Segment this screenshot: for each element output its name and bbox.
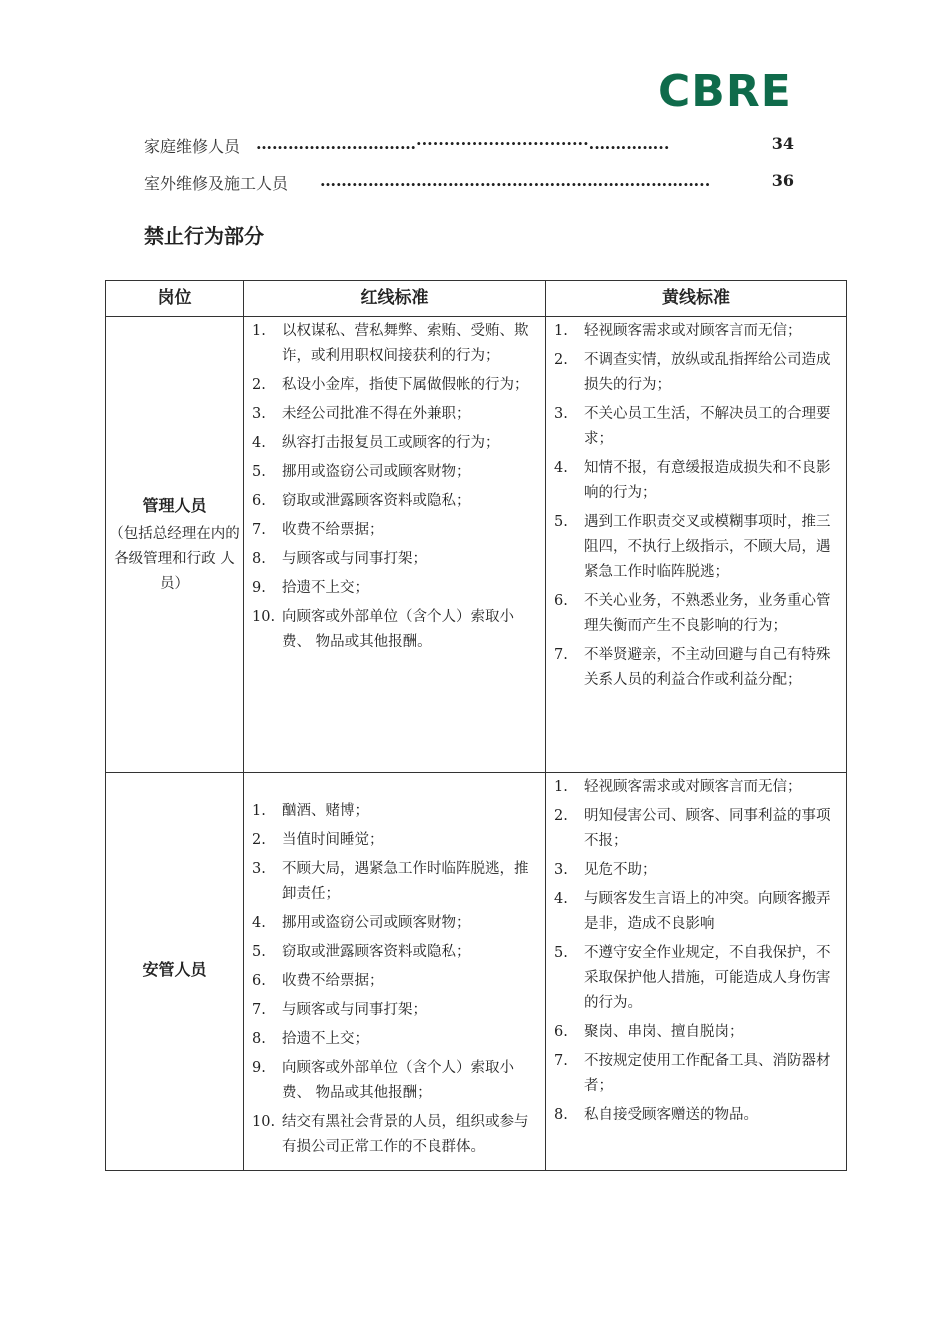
list-item — [554, 804, 842, 854]
list-item — [554, 319, 842, 344]
list-item — [252, 911, 541, 936]
item-number: 4. — [554, 460, 568, 476]
item-text: 私设小金库，指使下属做假帐的行为； — [282, 377, 529, 393]
list-item — [554, 858, 842, 883]
item-text: 不按规定使用工作配备工具、消防器材 者； — [584, 1053, 831, 1094]
toc-entry[interactable] — [144, 171, 794, 195]
item-number: 7. — [252, 1002, 266, 1018]
item-text: 当值时间睡觉； — [282, 832, 384, 848]
item-text: 私自接受顾客赠送的物品。 — [584, 1107, 758, 1123]
item-number: 2. — [252, 832, 266, 848]
item-number: 5. — [252, 464, 266, 480]
item-number: 7. — [554, 1053, 568, 1069]
item-text: 与顾客或与同事打架； — [282, 551, 427, 567]
item-text: 轻视顾客需求或对顾客言而无信； — [584, 779, 802, 795]
list-item — [554, 1103, 842, 1128]
item-text: 向顾客或外部单位（含个人）索取小费、 物品或其他报酬。 — [282, 609, 514, 650]
item-text: 挪用或盗窃公司或顾客财物； — [282, 915, 471, 931]
item-text: 不关心员工生活，不解决员工的合理要求； — [584, 406, 831, 447]
item-text: 与顾客或与同事打架； — [282, 1002, 427, 1018]
toc-page-number: 34 — [771, 134, 794, 153]
item-text: 结交有黑社会背景的人员，组织或参与 有损公司正常工作的不良群体。 — [282, 1114, 529, 1155]
item-number: 8. — [554, 1107, 568, 1123]
conduct-standards-table — [105, 280, 847, 1171]
item-number: 1. — [554, 323, 568, 339]
toc-label: 室外维修及施工人员 — [144, 174, 289, 193]
item-text: 挪用或盗窃公司或顾客财物； — [282, 464, 471, 480]
list-item — [252, 1056, 541, 1106]
toc-entry[interactable] — [144, 134, 794, 158]
toc-page-number: 36 — [771, 171, 794, 190]
list-item — [554, 456, 842, 506]
red-line-cell — [244, 773, 546, 1171]
list-item — [252, 373, 541, 398]
role-name: 安管人员 — [142, 960, 207, 979]
item-text: 知情不报，有意缓报造成损失和不良影 响的行为； — [584, 460, 831, 501]
red-line-list — [244, 773, 545, 1168]
list-item — [554, 1020, 842, 1045]
item-number: 5. — [554, 945, 568, 961]
list-item — [252, 1110, 541, 1160]
item-number: 4. — [252, 435, 266, 451]
item-text: 窃取或泄露顾客资料或隐私； — [282, 493, 471, 509]
list-item — [252, 547, 541, 572]
item-text: 不关心业务，不熟悉业务，业务重心管 理失衡而产生不良影响的行为； — [584, 593, 831, 634]
list-item — [252, 576, 541, 601]
item-number: 2. — [554, 352, 568, 368]
list-item — [252, 969, 541, 994]
list-item — [252, 998, 541, 1023]
header-position: 岗位 — [106, 281, 244, 317]
item-number: 4. — [554, 891, 568, 907]
list-item — [554, 941, 842, 1016]
item-number: 10. — [252, 1114, 276, 1130]
item-number: 2. — [554, 808, 568, 824]
yellow-line-cell — [546, 773, 847, 1171]
list-item — [554, 887, 842, 937]
item-number: 5. — [252, 944, 266, 960]
list-item — [252, 489, 541, 514]
yellow-line-list — [546, 773, 846, 1136]
item-number: 3. — [252, 861, 266, 877]
list-item — [252, 799, 541, 824]
item-text: 收费不给票据； — [282, 973, 384, 989]
section-title: 禁止行为部分 — [144, 224, 264, 248]
item-text: 不举贤避亲，不主动回避与自己有特殊关系人员的利益合作或利益分配； — [584, 647, 831, 688]
yellow-line-cell — [546, 317, 847, 773]
item-text: 不顾大局，遇紧急工作时临阵脱逃，推 卸责任； — [282, 861, 529, 902]
list-item — [252, 605, 541, 655]
list-item — [252, 518, 541, 543]
table-header-row — [106, 281, 847, 317]
red-line-list — [244, 317, 545, 663]
role-note: （包括总经理在内的各级管理和行政 人员） — [109, 525, 240, 592]
item-number: 6. — [554, 593, 568, 609]
item-number: 8. — [252, 551, 266, 567]
list-item — [252, 431, 541, 456]
item-number: 3. — [252, 406, 266, 422]
item-text: 拾遗不上交； — [282, 580, 369, 596]
list-item — [252, 460, 541, 485]
item-number: 8. — [252, 1031, 266, 1047]
item-text: 聚岗、串岗、擅自脱岗； — [584, 1024, 744, 1040]
list-item — [554, 1049, 842, 1099]
item-text: 不遵守安全作业规定，不自我保护，不 采取保护他人措施，可能造成人身伤害 的行为。 — [584, 945, 831, 1011]
list-item — [252, 940, 541, 965]
toc-label: 家庭维修人员 — [144, 137, 241, 156]
item-text: 不调查实情，放纵或乱指挥给公司造成 损失的行为； — [584, 352, 831, 393]
list-item — [252, 319, 541, 369]
item-number: 4. — [252, 915, 266, 931]
item-text: 未经公司批准不得在外兼职； — [282, 406, 471, 422]
item-number: 3. — [554, 862, 568, 878]
yellow-line-list — [546, 317, 846, 701]
item-text: 以权谋私、营私舞弊、索贿、受贿、欺 诈，或利用职权间接获利的行为； — [282, 323, 529, 364]
item-number: 3. — [554, 406, 568, 422]
list-item — [252, 857, 541, 907]
item-text: 拾遗不上交； — [282, 1031, 369, 1047]
role-cell — [106, 773, 244, 1171]
item-text: 遇到工作职责交叉或模糊事项时，推三阻四，不执行上级指示，不顾大局，遇 紧急工作时临阵脱逃； — [584, 514, 831, 580]
item-text: 见危不助； — [584, 862, 657, 878]
item-text: 向顾客或外部单位（含个人）索取小费、 物品或其他报酬； — [282, 1060, 514, 1101]
role-name: 管理人员 — [142, 495, 207, 515]
list-item — [554, 402, 842, 452]
item-text: 收费不给票据； — [282, 522, 384, 538]
list-item — [554, 348, 842, 398]
item-text: 纵容打击报复员工或顾客的行为； — [282, 435, 500, 451]
toc-leader: …………………………………..………………………….. — [320, 171, 711, 190]
list-item — [554, 510, 842, 585]
item-number: 1. — [252, 323, 266, 339]
list-item — [554, 643, 842, 693]
toc-leader: …………………………·······························.………….. — [256, 134, 670, 153]
item-number: 7. — [252, 522, 266, 538]
item-text: 酗酒、赌博； — [282, 803, 369, 819]
item-text: 与顾客发生言语上的冲突。向顾客搬弄 是非，造成不良影响 — [584, 891, 831, 932]
item-number: 1. — [554, 779, 568, 795]
role-cell — [106, 317, 244, 773]
list-item — [252, 402, 541, 427]
item-number: 2. — [252, 377, 266, 393]
item-number: 7. — [554, 647, 568, 663]
header-yellow-line: 黄线标准 — [546, 281, 847, 317]
header-red-line: 红线标准 — [244, 281, 546, 317]
item-number: 9. — [252, 580, 266, 596]
list-item — [252, 828, 541, 853]
red-line-cell — [244, 317, 546, 773]
item-text: 窃取或泄露顾客资料或隐私； — [282, 944, 471, 960]
item-number: 6. — [252, 973, 266, 989]
list-item — [252, 1027, 541, 1052]
item-number: 6. — [554, 1024, 568, 1040]
item-text: 明知侵害公司、顾客、同事利益的事项 不报； — [584, 808, 831, 849]
table-row — [106, 317, 847, 773]
list-item — [554, 775, 842, 800]
item-number: 10. — [252, 609, 276, 625]
item-number: 5. — [554, 514, 568, 530]
item-number: 9. — [252, 1060, 266, 1076]
cbre-logo: CBRE — [658, 66, 792, 117]
item-number: 6. — [252, 493, 266, 509]
table-row — [106, 773, 847, 1171]
item-number: 1. — [252, 803, 266, 819]
item-text: 轻视顾客需求或对顾客言而无信； — [584, 323, 802, 339]
list-item — [554, 589, 842, 639]
